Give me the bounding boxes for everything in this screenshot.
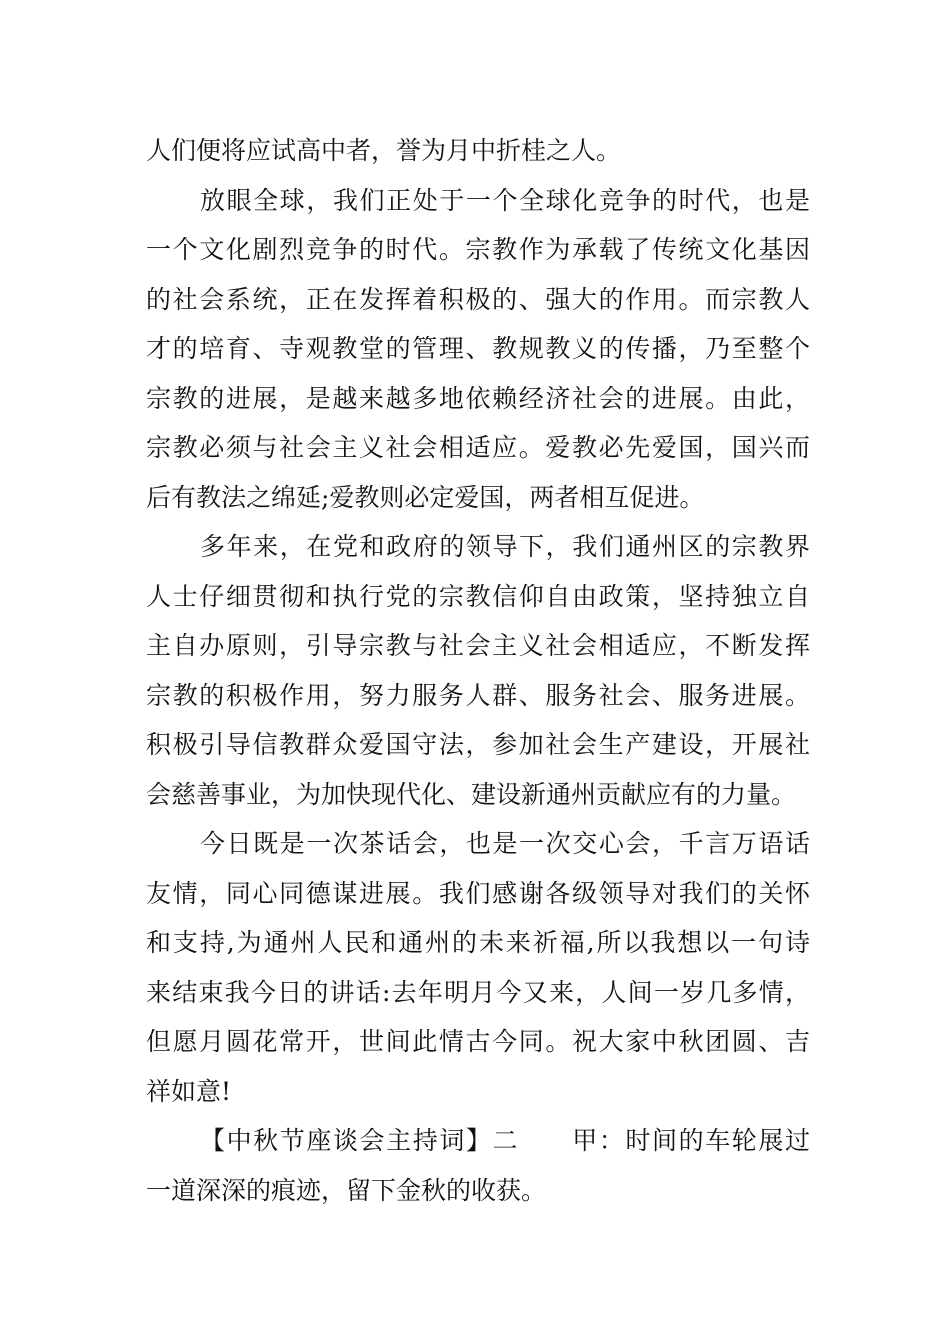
text-line: 人们便将应试高中者，誉为月中折桂之人。	[146, 136, 622, 165]
text-line-paragraph-start: 多年来，在党和政府的领导下，我们通州区的宗教界	[200, 532, 810, 561]
text-line: 和支持,为通州人民和通州的未来祈福,所以我想以一句诗	[146, 928, 810, 957]
text-line: 来结束我今日的讲话:去年明月今又来，人间一岁几多情，	[146, 977, 810, 1007]
text-line: 的社会系统，正在发挥着积极的、强大的作用。而宗教人	[146, 284, 810, 314]
text-line-paragraph-start: 【中秋节座谈会主持词】二 甲：时间的车轮展过	[200, 1126, 810, 1155]
text-line: 一道深深的痕迹，留下金秋的收获。	[146, 1175, 547, 1205]
text-line: 友情，同心同德谋进展。我们感谢各级领导对我们的关怀	[146, 878, 810, 908]
text-line: 会慈善事业，为加快现代化、建设新通州贡献应有的力量。	[146, 779, 797, 809]
text-line: 一个文化剧烈竞争的时代。宗教作为承载了传统文化基因	[146, 235, 810, 264]
text-line: 人士仔细贯彻和执行党的宗教信仰自由政策，坚持独立自	[146, 581, 810, 611]
text-line: 宗教的进展，是越来越多地依赖经济社会的进展。由此，	[146, 383, 810, 413]
text-line: 积极引导信教群众爱国守法，参加社会生产建设，开展社	[146, 730, 810, 759]
text-line: 后有教法之绵延;爱教则必定爱国，两者相互促进。	[146, 482, 705, 512]
document-body	[146, 126, 810, 1215]
text-line: 但愿月圆花常开，世间此情古今同。祝大家中秋团圆、吉	[146, 1027, 810, 1056]
text-line-paragraph-start: 放眼全球，我们正处于一个全球化竞争的时代，也是	[200, 185, 810, 215]
text-line: 宗教必须与社会主义社会相适应。爱教必先爱国，国兴而	[146, 433, 810, 462]
text-line: 祥如意!	[146, 1076, 232, 1106]
text-line: 宗教的积极作用，努力服务人群、服务社会、服务进展。	[146, 680, 810, 710]
text-line: 主自办原则，引导宗教与社会主义社会相适应，不断发挥	[146, 631, 810, 660]
text-line: 才的培育、寺观教堂的管理、教规教义的传播，乃至整个	[146, 334, 810, 363]
text-line-paragraph-start: 今日既是一次茶话会，也是一次交心会，千言万语话	[200, 829, 810, 858]
